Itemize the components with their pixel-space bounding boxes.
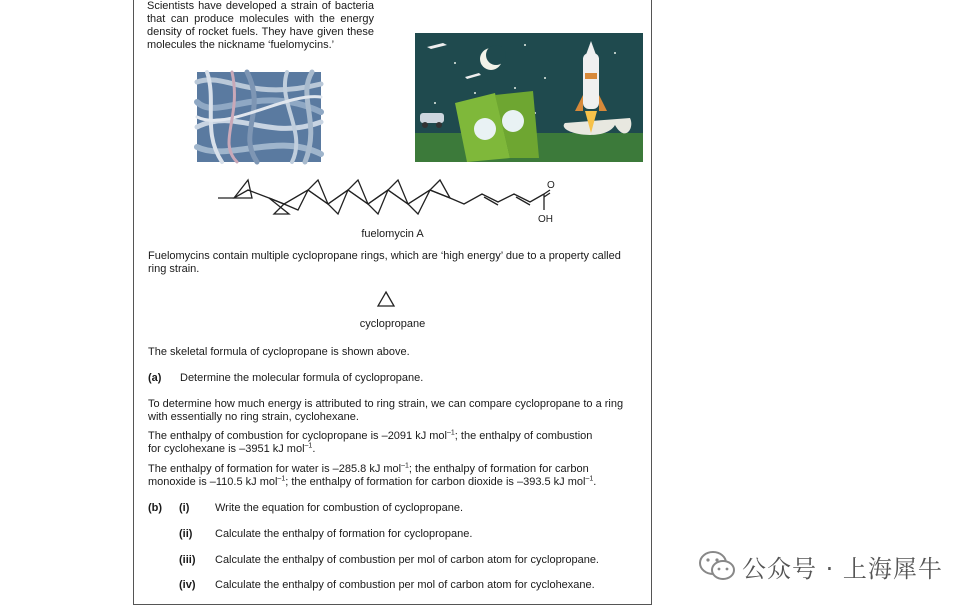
question-a-text: Determine the molecular formula of cyclopropane.: [180, 372, 424, 384]
question-a-label: (a): [148, 372, 162, 384]
fuelomycin-a-structure: [214, 176, 554, 230]
paragraph-ring-strain: Fuelomycins contain multiple cyclopropane rings, which are ‘high energy’ due to a property called ring strain.: [148, 250, 621, 275]
cyclopropane-structure: [376, 290, 396, 308]
question-b-iv-num: (iv): [179, 579, 196, 591]
paragraph-skeletal: The skeletal formula of cyclopropane is shown above.: [148, 346, 410, 358]
paragraph-compare: To determine how much energy is attributed to ring strain, we can compare cyclopropane to a ring with essentially no ring strain, cyclohexane.: [148, 398, 624, 423]
paragraph-combustion: The enthalpy of combustion for cyclopropane is –2091 kJ mol$^{-1}$; the enthalpy of combustion for cyclohexane is –3951 kJ mol$^{-1}$.: [148, 429, 593, 455]
question-b-iv-text: Calculate the enthalpy of combustion per mol of carbon atom for cyclohexane.: [215, 579, 595, 591]
question-b-i-text: Write the equation for combustion of cyclopropane.: [215, 502, 464, 514]
question-b: [148, 502, 648, 602]
watermark-text: 公众号 · 上海犀牛: [742, 554, 943, 583]
question-b-iii-text: Calculate the enthalpy of combustion per mol of carbon atom for cyclopropane.: [215, 554, 599, 566]
question-b-label: (b): [148, 502, 163, 514]
fuelomycin-caption: fuelomycin A: [361, 228, 424, 240]
question-a: [148, 372, 628, 384]
question-b-ii-num: (ii): [179, 528, 193, 540]
question-b-ii-text: Calculate the enthalpy of formation for cyclopropane.: [215, 528, 473, 540]
question-b-iii-num: (iii): [179, 554, 196, 566]
document-page: [133, 0, 652, 605]
wechat-icon: [698, 550, 736, 582]
intro-paragraph: Scientists have developed a strain of bacteria that can produce molecules with the energy density of rocket fuels. They have given these molecules the nickname ‘fuelomycins.’: [147, 0, 374, 51]
bacteria-photo: [197, 72, 321, 162]
watermark: [698, 548, 965, 584]
rocket-illustration: [415, 33, 643, 162]
cyclopropane-caption: cyclopropane: [359, 318, 426, 330]
oxygen-label: O: [547, 180, 555, 191]
question-b-i-num: (i): [179, 502, 190, 514]
oh-label: OH: [538, 214, 553, 225]
paragraph-formation: The enthalpy of formation for water is –285.8 kJ mol$^{-1}$; the enthalpy of formation for carbon monoxide is –110.5 kJ mol$^{-1}$; the enthalpy of formation for carbon dioxide is –393.5 kJ mol$^{-1}$.: [148, 462, 597, 488]
